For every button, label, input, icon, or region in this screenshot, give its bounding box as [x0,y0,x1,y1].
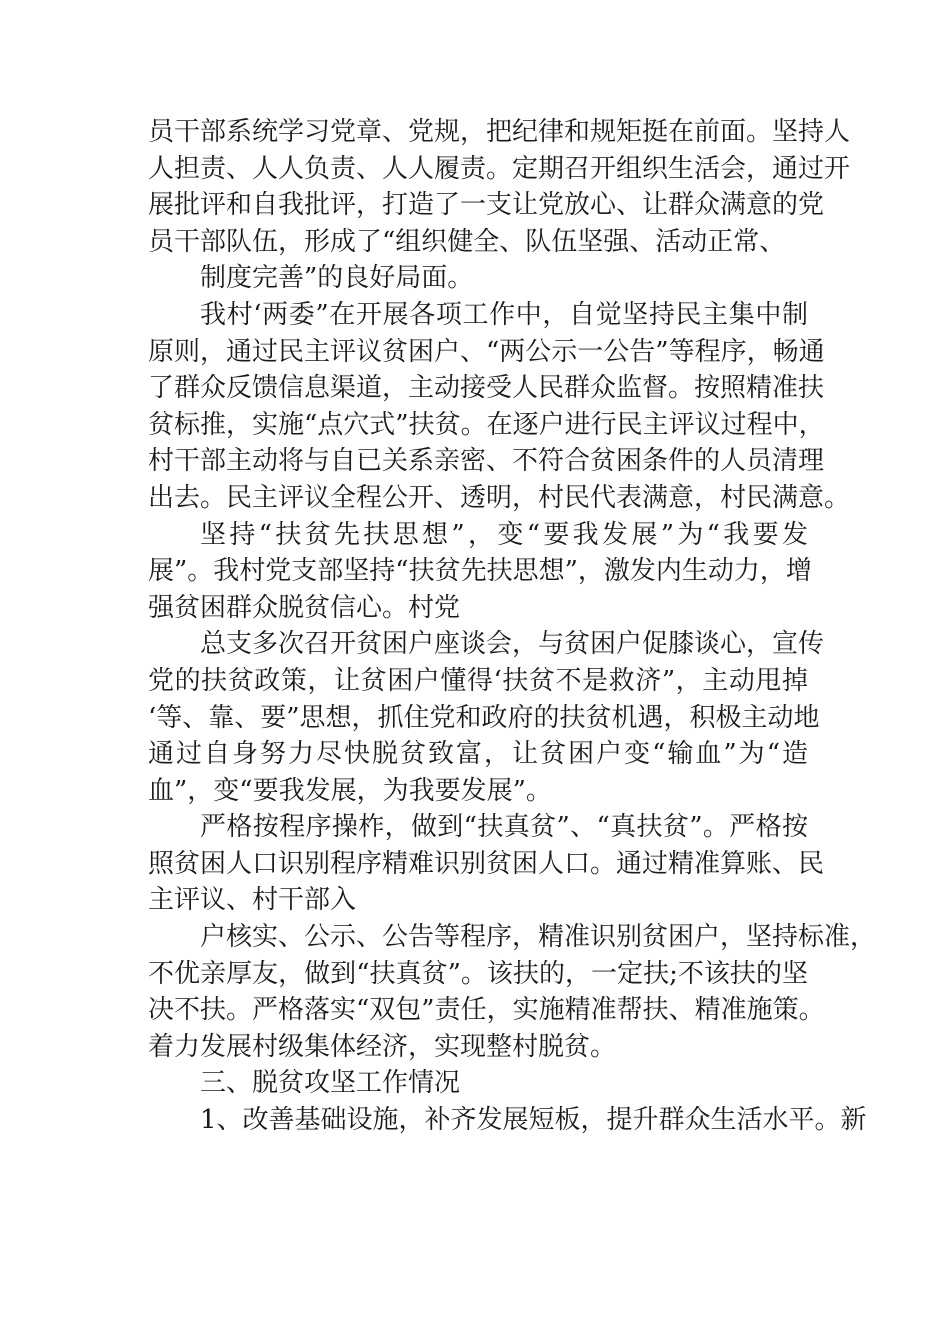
text-line: 强贫困群众脱贫信心。村党 [148,592,461,623]
text-line: 不优亲厚友，做到“扶真贫”。该扶的，一定扶;不该扶的坚 [148,958,808,989]
text-line: 通过自身努力尽快脱贫致富，让贫困户变“输血”为“造 [148,739,808,770]
text-line: 主评议、村干部入 [148,885,357,916]
text-line: 展批评和自我批评，打造了一支让党放心、让群众满意的党 [148,190,825,221]
text-line: 原则，通过民主评议贫困户、“两公示一公告”等程序，畅通 [148,336,825,367]
text-line: 了群众反馈信息渠道，主动接受人民群众监督。按照精准扶 [148,373,825,404]
document-body [148,114,877,1139]
text-line: ‘等、靠、要”思想，抓住党和政府的扶贫机遇，积极主动地 [148,702,820,733]
paragraph-first-line: 户核实、公示、公告等程序，精准识别贫困户，坚持标准， [200,922,877,953]
paragraph-first-line: 1、改善基础设施，补齐发展短板，提升群众生活水平。新 [200,1105,867,1136]
section-heading: 三、脱贫攻坚工作情况 [200,1068,461,1099]
text-line: 血”，变“要我发展，为我要发展”。 [148,775,552,806]
text-line: 制度完善”的良好局面。 [200,263,474,294]
text-line: 村干部主动将与自已关系亲密、不符合贫困条件的人员清理 [148,446,825,477]
text-line: 员干部系统学习党章、党规，把纪律和规矩挺在前面。坚持人 [148,117,851,147]
text-line: 贫标推，实施“点穴式”扶贫。在逐户进行民主评议过程中， [148,409,825,440]
text-line: 着力发展村级集体经济，实现整村脱贫。 [148,1031,617,1062]
text-line: 展”。我村党支部坚持“扶贫先扶思想”，激发内生动力，增 [148,556,812,587]
paragraph-first-line: 总支多次召开贫困户座谈会，与贫困户促膝谈心，宣传 [200,629,825,660]
paragraph-first-line: 严格按程序操柞，做到“扶真贫”、“真扶贫”。严格按 [200,812,808,843]
text-line: 党的扶贫政策，让贫困户懂得‘扶贫不是救济”，主动甩掉 [148,665,808,696]
text-line: 人担责、人人负责、人人履责。定期召开组织生活会，通过开 [148,153,851,184]
text-line: 决不扶。严格落实“双包”责任，实施精准帮扶、精准施策。 [148,995,825,1026]
text-line: 员干部队伍，形成了“组织健全、队伍坚强、活动正常、 [148,226,786,257]
text-line: 照贫困人口识别程序精难识别贫困人口。通过精准算账、民 [148,848,825,879]
paragraph-first-line: 坚持“扶贫先扶思想”，变“要我发展”为“我要发 [200,519,808,550]
text-line: 出去。民主评议全程公开、透明，村民代表满意，村民满意。 [148,482,851,513]
paragraph-first-line: 我村‘两委”在开展各项工作中，自觉坚持民主集中制 [200,299,808,330]
